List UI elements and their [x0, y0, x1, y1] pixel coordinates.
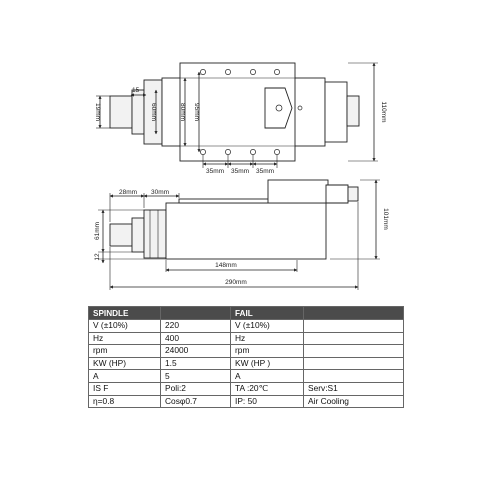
spec-table — [88, 306, 404, 408]
spec-header-fail: FAIL — [231, 307, 304, 320]
top-collar — [132, 90, 144, 134]
table-cell: KW (HP) — [89, 357, 161, 370]
dim-pitch-1: 35mm — [205, 168, 225, 175]
table-cell: A — [89, 370, 161, 383]
table-cell: TA :20℃ — [231, 382, 304, 395]
table-cell: Cosφ0.7 — [161, 395, 231, 408]
side-end-cap — [326, 185, 348, 203]
mount-hole — [200, 69, 205, 74]
top-shaft — [110, 96, 132, 128]
top-end-cap — [325, 82, 347, 142]
table-cell: 1.5 — [161, 357, 231, 370]
side-collar — [132, 218, 144, 252]
table-cell: rpm — [231, 345, 304, 358]
dim-110: 110mm — [380, 101, 387, 123]
table-cell — [304, 370, 404, 383]
table-cell: Poli:2 — [161, 382, 231, 395]
table-cell: 5 — [161, 370, 231, 383]
dim-19: 19mm — [94, 102, 101, 122]
mount-hole — [225, 69, 230, 74]
spec-header-spindle: SPINDLE — [89, 307, 161, 320]
table-cell: A — [231, 370, 304, 383]
table-cell: IP: 50 — [231, 395, 304, 408]
top-view — [94, 63, 387, 175]
table-cell — [304, 357, 404, 370]
table-row — [89, 357, 404, 370]
table-cell: IS F — [89, 382, 161, 395]
spec-header-row — [89, 307, 404, 320]
table-cell — [304, 320, 404, 333]
spec-table-body — [89, 307, 404, 408]
table-cell — [304, 332, 404, 345]
dim-290: 290mm — [225, 279, 247, 286]
top-cable-gland — [347, 96, 359, 126]
table-cell — [304, 345, 404, 358]
dim-148: 148mm — [215, 262, 237, 269]
table-cell: Serv:S1 — [304, 382, 404, 395]
dim-60: 60mm — [150, 102, 157, 122]
table-cell: 24000 — [161, 345, 231, 358]
mount-hole — [250, 69, 255, 74]
side-flange — [144, 210, 166, 258]
side-motor-body — [166, 203, 326, 259]
side-shaft — [110, 224, 132, 246]
side-cable-gland — [348, 187, 358, 201]
table-cell: η=0.8 — [89, 395, 161, 408]
mount-hole — [200, 149, 205, 154]
dim-pitch-2: 35mm — [230, 168, 250, 175]
dim-80: 80mm — [179, 102, 186, 122]
mount-hole — [274, 69, 279, 74]
table-cell: 400 — [161, 332, 231, 345]
mount-hole — [274, 149, 279, 154]
table-cell: Hz — [231, 332, 304, 345]
table-cell: V (±10%) — [89, 320, 161, 333]
table-cell: rpm — [89, 345, 161, 358]
table-row — [89, 395, 404, 408]
mount-hole — [250, 149, 255, 154]
dim-95: 95mm — [193, 102, 200, 122]
table-row — [89, 332, 404, 345]
table-row — [89, 382, 404, 395]
dim-30: 30mm — [150, 189, 170, 196]
table-cell: V (±10%) — [231, 320, 304, 333]
spec-header-blank — [304, 307, 404, 320]
dim-28: 28mm — [118, 189, 138, 196]
spec-header-blank — [161, 307, 231, 320]
table-cell: 220 — [161, 320, 231, 333]
table-row — [89, 370, 404, 383]
dim-15: 15 — [132, 87, 140, 94]
table-row — [89, 345, 404, 358]
dim-101: 101mm — [382, 208, 389, 230]
dim-pitch-3: 35mm — [255, 168, 275, 175]
side-view — [94, 180, 389, 290]
table-cell: Air Cooling — [304, 395, 404, 408]
table-cell: KW (HP ) — [231, 357, 304, 370]
dim-61: 61mm — [94, 221, 101, 241]
mount-hole — [225, 149, 230, 154]
side-connector-box — [268, 180, 328, 203]
dim-12: 12 — [94, 253, 101, 261]
table-cell: Hz — [89, 332, 161, 345]
table-row — [89, 320, 404, 333]
